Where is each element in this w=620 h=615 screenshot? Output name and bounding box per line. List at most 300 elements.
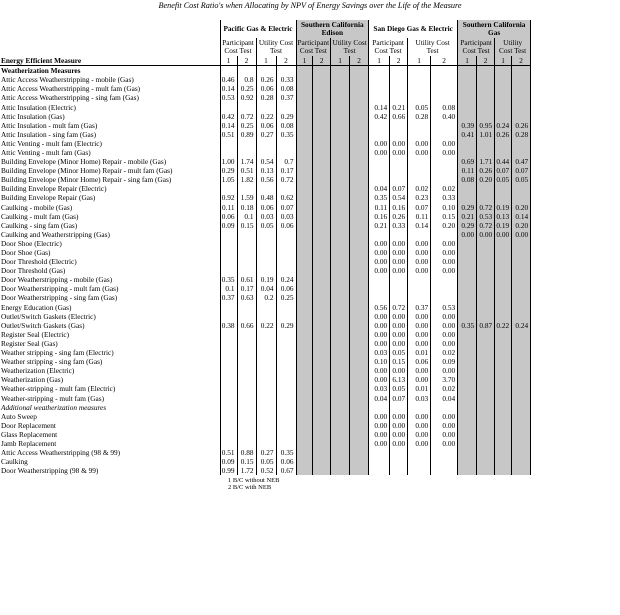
- ratio-cell: [237, 339, 256, 348]
- measure-label: Door Weatherstripping - sing fam (Gas): [0, 293, 220, 302]
- ratio-cell: 0.00: [431, 412, 458, 421]
- ratio-cell: [220, 184, 237, 193]
- ratio-cell: [276, 339, 296, 348]
- ratio-cell: [495, 112, 512, 121]
- ratio-cell: [276, 248, 296, 257]
- ratio-cell: [477, 312, 495, 321]
- ratio-cell: [495, 357, 512, 366]
- ratio-cell: [331, 457, 350, 466]
- ratio-cell: [408, 66, 431, 76]
- ratio-cell: 0.26: [512, 121, 531, 130]
- ratio-cell: [220, 348, 237, 357]
- ratio-cell: 0.00: [431, 430, 458, 439]
- ratio-cell: [220, 257, 237, 266]
- ratio-cell: 0.20: [512, 221, 531, 230]
- ratio-cell: 0.87: [477, 321, 495, 330]
- ratio-cell: 0.14: [220, 121, 237, 130]
- ratio-cell: [331, 266, 350, 275]
- ratio-cell: [477, 439, 495, 448]
- ratio-cell: [512, 430, 531, 439]
- ratio-cell: [256, 421, 276, 430]
- ratio-cell: [256, 357, 276, 366]
- table-row: [0, 284, 531, 293]
- ratio-cell: [512, 366, 531, 375]
- table-row: [0, 412, 531, 421]
- ratio-cell: [331, 75, 350, 84]
- ratio-cell: 0.03: [369, 348, 390, 357]
- ratio-cell: [458, 357, 477, 366]
- ratio-cell: [237, 139, 256, 148]
- ratio-cell: [237, 384, 256, 393]
- ratio-cell: [458, 193, 477, 202]
- ratio-cell: [256, 384, 276, 393]
- ratio-cell: 0.00: [408, 139, 431, 148]
- ratio-cell: 0.03: [369, 384, 390, 393]
- table-row: [0, 157, 531, 166]
- ratio-cell: [276, 239, 296, 248]
- measure-label: Weather stripping - sing fam (Electric): [0, 348, 220, 357]
- ratio-cell: 0.00: [369, 148, 390, 157]
- ratio-cell: 0.41: [458, 130, 477, 139]
- ratio-cell: [350, 130, 369, 139]
- ratio-cell: 0.26: [256, 75, 276, 84]
- ratio-cell: [477, 184, 495, 193]
- ratio-cell: [477, 393, 495, 402]
- ratio-cell: [458, 330, 477, 339]
- table-row: [0, 457, 531, 466]
- measure-label: Attic Access Weatherstripping (98 & 99): [0, 448, 220, 457]
- measure-label: Attic Venting - mult fam (Gas): [0, 148, 220, 157]
- ratio-cell: [390, 93, 408, 102]
- table-row: [0, 448, 531, 457]
- ratio-cell: 0.00: [369, 339, 390, 348]
- ratio-cell: [331, 284, 350, 293]
- ratio-cell: 0.03: [256, 212, 276, 221]
- ratio-cell: [331, 93, 350, 102]
- ratio-cell: [237, 312, 256, 321]
- ratio-cell: 0.72: [477, 203, 495, 212]
- ratio-cell: [313, 339, 331, 348]
- ratio-cell: [237, 184, 256, 193]
- ratio-cell: 0.29: [276, 112, 296, 121]
- measure-label: Register Seal (Gas): [0, 339, 220, 348]
- column-index: 1: [296, 56, 313, 66]
- ratio-cell: [276, 148, 296, 157]
- ratio-cell: [296, 221, 313, 230]
- ratio-cell: 0.00: [431, 439, 458, 448]
- column-index: 1: [331, 56, 350, 66]
- ratio-cell: 0.09: [220, 457, 237, 466]
- ratio-cell: [256, 348, 276, 357]
- ratio-cell: [350, 457, 369, 466]
- ratio-cell: [256, 257, 276, 266]
- ratio-cell: 0.06: [256, 203, 276, 212]
- ratio-cell: 0.18: [237, 203, 256, 212]
- ratio-cell: [495, 312, 512, 321]
- ratio-cell: [350, 266, 369, 275]
- measure-label: Attic Insulation (Electric): [0, 102, 220, 111]
- ratio-cell: [313, 221, 331, 230]
- ratio-cell: [256, 248, 276, 257]
- ratio-cell: 0.00: [369, 257, 390, 266]
- ratio-cell: [220, 312, 237, 321]
- ratio-cell: [350, 303, 369, 312]
- measure-label: Glass Replacement: [0, 430, 220, 439]
- ratio-cell: [313, 330, 331, 339]
- ratio-cell: [350, 421, 369, 430]
- ratio-cell: [256, 66, 276, 76]
- ratio-cell: [495, 339, 512, 348]
- ratio-cell: [296, 121, 313, 130]
- ratio-cell: 0.07: [390, 393, 408, 402]
- ratio-cell: [296, 339, 313, 348]
- ratio-cell: 0.00: [431, 239, 458, 248]
- ratio-cell: 0.13: [495, 212, 512, 221]
- ratio-cell: 0.00: [390, 248, 408, 257]
- table-row: [0, 184, 531, 193]
- measure-label: Door Threshold (Electric): [0, 257, 220, 266]
- ratio-cell: 1.00: [220, 157, 237, 166]
- ratio-cell: 0.00: [390, 421, 408, 430]
- ratio-cell: 0.00: [369, 412, 390, 421]
- ratio-cell: [350, 93, 369, 102]
- ratio-cell: 0.19: [256, 275, 276, 284]
- ratio-cell: 0.25: [237, 121, 256, 130]
- measure-label: Weather stripping - sing fam (Gas): [0, 357, 220, 366]
- ratio-cell: 0.14: [512, 212, 531, 221]
- column-index: 1: [408, 56, 431, 66]
- ratio-cell: 0.24: [276, 275, 296, 284]
- ratio-cell: [313, 121, 331, 130]
- ratio-cell: 0.06: [276, 284, 296, 293]
- ratio-cell: [313, 157, 331, 166]
- ratio-cell: [237, 266, 256, 275]
- ratio-cell: [512, 348, 531, 357]
- ratio-cell: [369, 466, 390, 475]
- measure-label: Attic Access Weatherstripping - sing fam (Gas): [0, 93, 220, 102]
- ratio-cell: [313, 212, 331, 221]
- ratio-cell: [369, 93, 390, 102]
- ratio-cell: 0.66: [237, 321, 256, 330]
- ratio-cell: [477, 403, 495, 412]
- ratio-cell: [237, 248, 256, 257]
- ratio-cell: [237, 403, 256, 412]
- ratio-cell: [458, 375, 477, 384]
- ratio-cell: [408, 75, 431, 84]
- ratio-cell: [276, 330, 296, 339]
- ratio-cell: [477, 384, 495, 393]
- ratio-cell: [431, 130, 458, 139]
- ratio-cell: 0.26: [495, 130, 512, 139]
- ratio-cell: [477, 102, 495, 111]
- ratio-cell: [495, 266, 512, 275]
- ratio-cell: [350, 175, 369, 184]
- ratio-cell: [276, 266, 296, 275]
- ratio-cell: [296, 430, 313, 439]
- ratio-cell: 0.04: [431, 393, 458, 402]
- ratio-cell: [477, 430, 495, 439]
- measure-label: Outlet/Switch Gaskets (Gas): [0, 321, 220, 330]
- ratio-cell: [350, 412, 369, 421]
- ratio-cell: [477, 375, 495, 384]
- ratio-cell: [256, 303, 276, 312]
- ratio-cell: [256, 366, 276, 375]
- ratio-cell: [369, 166, 390, 175]
- ratio-cell: [256, 330, 276, 339]
- ratio-cell: [495, 248, 512, 257]
- ratio-cell: [495, 439, 512, 448]
- ratio-cell: 0.02: [431, 184, 458, 193]
- measure-label: Weather-stripping - mult fam (Electric): [0, 384, 220, 393]
- ratio-cell: [458, 66, 477, 76]
- ratio-cell: [331, 412, 350, 421]
- ratio-cell: [350, 248, 369, 257]
- ratio-cell: [331, 403, 350, 412]
- test-header: Utility Cost Test: [332, 38, 367, 55]
- ratio-cell: [390, 121, 408, 130]
- ratio-cell: [256, 239, 276, 248]
- ratio-cell: 0.00: [408, 412, 431, 421]
- ratio-cell: [331, 212, 350, 221]
- ratio-cell: [256, 184, 276, 193]
- ratio-cell: [477, 412, 495, 421]
- ratio-cell: 0.05: [390, 384, 408, 393]
- ratio-cell: 0.00: [369, 139, 390, 148]
- ratio-cell: [276, 66, 296, 76]
- ratio-cell: [458, 430, 477, 439]
- ratio-cell: 0.38: [220, 321, 237, 330]
- ratio-cell: [296, 384, 313, 393]
- ratio-cell: [408, 457, 431, 466]
- ratio-cell: 0.54: [390, 193, 408, 202]
- ratio-cell: [477, 75, 495, 84]
- table-row: [0, 212, 531, 221]
- measure-label: Door Weatherstripping - mult fam (Gas): [0, 284, 220, 293]
- ratio-cell: [350, 212, 369, 221]
- ratio-cell: [313, 193, 331, 202]
- ratio-cell: [331, 375, 350, 384]
- ratio-cell: [331, 366, 350, 375]
- table-row: [0, 366, 531, 375]
- measure-label: Door Threshold (Gas): [0, 266, 220, 275]
- ratio-cell: [408, 175, 431, 184]
- ratio-cell: [296, 112, 313, 121]
- ratio-cell: [331, 157, 350, 166]
- ratio-cell: [313, 348, 331, 357]
- column-index: 1: [369, 56, 390, 66]
- ratio-cell: [296, 175, 313, 184]
- ratio-cell: [220, 403, 237, 412]
- ratio-cell: [331, 330, 350, 339]
- ratio-cell: [331, 430, 350, 439]
- ratio-cell: [477, 293, 495, 302]
- ratio-cell: 0.00: [408, 330, 431, 339]
- ratio-cell: [256, 375, 276, 384]
- ratio-cell: [313, 421, 331, 430]
- ratio-cell: [350, 339, 369, 348]
- measure-label: Caulking - mobile (Gas): [0, 203, 220, 212]
- ratio-cell: [313, 403, 331, 412]
- ratio-cell: 0.29: [458, 221, 477, 230]
- ratio-cell: 0.16: [369, 212, 390, 221]
- ratio-cell: [296, 257, 313, 266]
- measure-label: Caulking and Weatherstripping (Gas): [0, 230, 220, 239]
- ratio-cell: [495, 193, 512, 202]
- ratio-cell: [313, 293, 331, 302]
- table-row: [0, 75, 531, 84]
- ratio-cell: [431, 166, 458, 175]
- ratio-cell: [331, 293, 350, 302]
- ratio-cell: [512, 257, 531, 266]
- ratio-cell: [512, 93, 531, 102]
- ratio-cell: [350, 384, 369, 393]
- table-row: [0, 384, 531, 393]
- ratio-cell: 0.14: [408, 221, 431, 230]
- ratio-cell: [350, 330, 369, 339]
- ratio-cell: [477, 248, 495, 257]
- ratio-cell: 0.00: [512, 230, 531, 239]
- ratio-cell: 0.35: [369, 193, 390, 202]
- ratio-cell: 0.7: [276, 157, 296, 166]
- ratio-cell: [296, 393, 313, 402]
- ratio-cell: [512, 412, 531, 421]
- ratio-cell: [350, 284, 369, 293]
- ratio-cell: [313, 412, 331, 421]
- ratio-cell: [495, 303, 512, 312]
- ratio-cell: [350, 403, 369, 412]
- ratio-cell: [313, 384, 331, 393]
- ratio-cell: [237, 148, 256, 157]
- ratio-cell: [477, 303, 495, 312]
- ratio-cell: 0.20: [431, 221, 458, 230]
- ratio-cell: 0.00: [390, 439, 408, 448]
- ratio-cell: [477, 366, 495, 375]
- utility-header: Southern California Gas: [458, 20, 531, 38]
- utility-header: San Diego Gas & Electric: [369, 20, 458, 38]
- ratio-cell: [458, 339, 477, 348]
- ratio-cell: 0.35: [220, 275, 237, 284]
- ratio-cell: [390, 284, 408, 293]
- ratio-cell: [369, 448, 390, 457]
- column-index: 2: [276, 56, 296, 66]
- ratio-cell: 0.07: [512, 166, 531, 175]
- ratio-cell: [458, 257, 477, 266]
- ratio-cell: 0.24: [512, 321, 531, 330]
- ratio-cell: [458, 102, 477, 111]
- ratio-cell: 0.08: [431, 102, 458, 111]
- ratio-cell: 0.20: [477, 175, 495, 184]
- ratio-cell: [313, 303, 331, 312]
- ratio-cell: [512, 403, 531, 412]
- measure-label: Building Envelope Repair (Gas): [0, 193, 220, 202]
- ratio-cell: [313, 439, 331, 448]
- ratio-cell: 0.00: [390, 312, 408, 321]
- ratio-cell: [256, 139, 276, 148]
- ratio-cell: [458, 239, 477, 248]
- ratio-cell: [477, 193, 495, 202]
- ratio-cell: [350, 157, 369, 166]
- ratio-cell: 0.28: [408, 112, 431, 121]
- ratio-cell: [276, 184, 296, 193]
- column-index: 2: [237, 56, 256, 66]
- ratio-cell: [237, 66, 256, 76]
- ratio-cell: [477, 330, 495, 339]
- ratio-cell: 0.08: [458, 175, 477, 184]
- ratio-cell: [350, 184, 369, 193]
- test-header: Utility Cost Test: [495, 38, 531, 56]
- table-row: [0, 84, 531, 93]
- ratio-cell: 0.00: [390, 430, 408, 439]
- ratio-cell: [512, 457, 531, 466]
- ratio-cell: [331, 393, 350, 402]
- column-index: 1: [495, 56, 512, 66]
- ratio-cell: [458, 466, 477, 475]
- ratio-cell: 0.61: [237, 275, 256, 284]
- ratio-cell: [458, 84, 477, 93]
- ratio-cell: 0.00: [408, 321, 431, 330]
- ratio-cell: 0.56: [256, 175, 276, 184]
- ratio-cell: 0.06: [256, 121, 276, 130]
- ratio-cell: [276, 102, 296, 111]
- ratio-cell: [512, 184, 531, 193]
- ratio-cell: [458, 303, 477, 312]
- ratio-cell: 0.00: [408, 266, 431, 275]
- ratio-cell: 0.88: [237, 448, 256, 457]
- ratio-cell: [431, 175, 458, 184]
- ratio-cell: [331, 448, 350, 457]
- table-row: [0, 221, 531, 230]
- ratio-cell: 0.99: [220, 466, 237, 475]
- ratio-cell: [495, 284, 512, 293]
- ratio-cell: [237, 375, 256, 384]
- ratio-cell: [276, 366, 296, 375]
- ratio-cell: [220, 230, 237, 239]
- ratio-cell: 0.00: [408, 248, 431, 257]
- ratio-cell: 0.35: [276, 448, 296, 457]
- ratio-cell: [512, 284, 531, 293]
- column-index: 2: [350, 56, 369, 66]
- ratio-cell: 0.2: [256, 293, 276, 302]
- ratio-cell: [431, 66, 458, 76]
- ratio-cell: 0.00: [458, 230, 477, 239]
- ratio-cell: [390, 75, 408, 84]
- ratio-cell: [296, 375, 313, 384]
- ratio-cell: 0.00: [477, 230, 495, 239]
- table-row: [0, 239, 531, 248]
- ratio-cell: [256, 266, 276, 275]
- ratio-cell: 0.11: [408, 212, 431, 221]
- ratio-cell: [390, 157, 408, 166]
- ratio-cell: [495, 102, 512, 111]
- ratio-cell: 0.56: [369, 303, 390, 312]
- utility-header: Pacific Gas & Electric: [220, 20, 296, 38]
- ratio-cell: [458, 384, 477, 393]
- ratio-cell: [313, 466, 331, 475]
- ratio-cell: [276, 375, 296, 384]
- ratio-cell: [313, 203, 331, 212]
- ratio-cell: 0.25: [237, 84, 256, 93]
- ratio-cell: 0.00: [390, 266, 408, 275]
- ratio-cell: 0.29: [276, 321, 296, 330]
- footnote-without-neb: 1 B/C without NEB: [228, 477, 280, 484]
- ratio-cell: 0.00: [408, 430, 431, 439]
- column-index: 2: [512, 56, 531, 66]
- measure-label: Door Shoe (Electric): [0, 239, 220, 248]
- ratio-cell: 0.00: [369, 239, 390, 248]
- ratio-cell: [369, 284, 390, 293]
- ratio-cell: [313, 430, 331, 439]
- ratio-cell: [276, 439, 296, 448]
